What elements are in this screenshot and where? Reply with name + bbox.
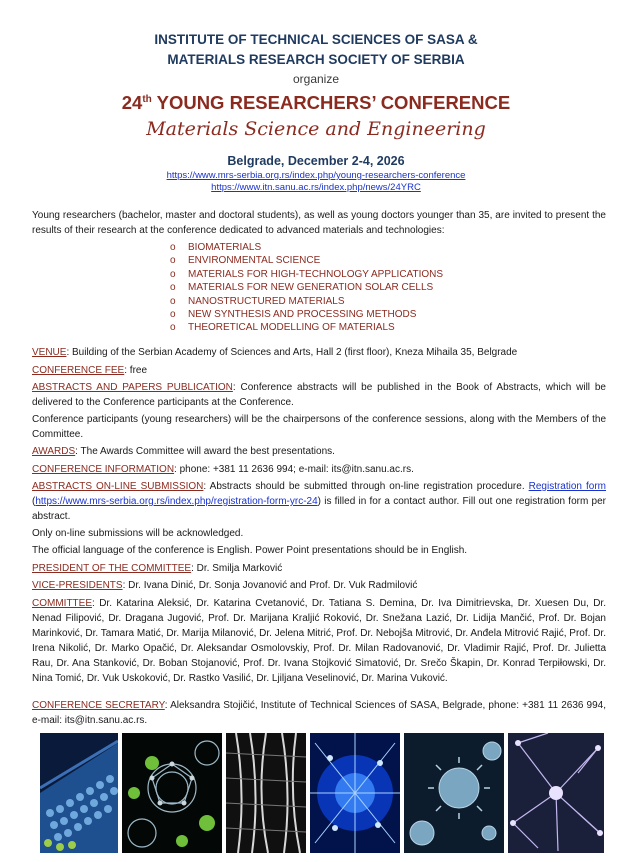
topic-label: BIOMATERIALS xyxy=(188,242,262,253)
neural-network-image xyxy=(508,733,604,853)
president-text: : Dr. Smilja Marković xyxy=(191,563,283,574)
list-item xyxy=(170,241,443,254)
online-only-paragraph: Only on-line submissions will be acknowledged. xyxy=(32,528,244,539)
vice-presidents-label: VICE-PRESIDENTS xyxy=(32,580,123,591)
topics-list xyxy=(170,241,443,335)
president-paragraph xyxy=(32,561,606,576)
list-item xyxy=(170,268,443,281)
submission-text: : Abstracts should be submitted through on-line registration procedure. xyxy=(203,481,529,492)
fee-paragraph xyxy=(32,363,606,378)
secretary-paragraph xyxy=(32,698,606,728)
topic-label: THEORETICAL MODELLING OF MATERIALS xyxy=(188,322,395,334)
info-label: CONFERENCE INFORMATION xyxy=(32,464,175,475)
nanomaterial-surface-image xyxy=(40,733,118,853)
topic-bullet: o xyxy=(170,295,176,307)
list-item xyxy=(170,321,443,334)
abstracts-paragraph xyxy=(32,380,606,410)
fullerene-molecules-image xyxy=(122,733,222,853)
intro-paragraph: Young researchers (bachelor, master and doctoral students), as well as young doctors younger than 35, are invited to present the results of their research at the conference dedicated to advanced materials and technologies: xyxy=(32,210,606,236)
topic-label: MATERIALS FOR HIGH-TECHNOLOGY APPLICATIONS xyxy=(188,268,444,280)
blue-energy-image xyxy=(310,733,400,853)
language-paragraph: The official language of the conference is English. Power Point presentations should be in English. xyxy=(32,545,468,556)
vice-presidents-text: : Dr. Ivana Dinić, Dr. Sonja Jovanović and Prof. Dr. Vuk Radmilović xyxy=(122,580,418,591)
committee-text: : Dr. Katarina Aleksić, Dr. Katarina Cvetanović, Dr. Tatiana S. Demina, Dr. Iva Dimitrievska, Dr. Xuesen Du, Dr. Nenad Filipović, Dr. Dragana Jugović, Prof. Dr. Marijana Kraljić Roković, Dr. Snežana Lazić, Dr. Lidija Mančić, Prof. Dr. Bojan Marinković, Dr. Tamara Matić, Dr. Marija Milanović, Dr. Jelena Mitrić, Prof. Dr. Nebojša Mitrović, Dr. Anđela Mitrović Rajić, Prof. Dr. Irena Nikolić, Dr. Marko Opačić, Dr. Aleksandar Osmolovskiy, Prof. Dr. Milan Radovanović, Dr. Vladimir Rajić, Prof. Dr. Julietta Rau, Dr. Ana Stanković, Dr. Boban Stojanović, Prof. Dr. Ivana Stojković Simatović, Dr. Srečo Škapin, Dr. Konrad Terpiłowski, Dr. Nina Tomić, Dr. Vuk Uskoković, Dr. Rastko Vasilić, Dr. Ljiljana Veselinović, Dr. Marina Vuković. xyxy=(32,598,606,684)
conference-number: 24 xyxy=(121,92,143,113)
topic-bullet: o xyxy=(170,268,176,280)
conference-date: Belgrade, December 2-4, 2026 xyxy=(227,154,405,168)
secretary-label: CONFERENCE SECRETARY xyxy=(32,700,165,711)
list-item xyxy=(170,295,443,308)
organizer-line-2: MATERIALS RESEARCH SOCIETY OF SERBIA xyxy=(167,52,465,67)
committee-paragraph xyxy=(32,596,606,686)
conference-subtitle: Materials Science and Engineering xyxy=(146,118,486,140)
info-paragraph xyxy=(32,462,606,477)
info-text: : phone: +381 11 2636 994; e-mail: its@itn.sanu.ac.rs. xyxy=(174,464,414,475)
topic-label: NEW SYNTHESIS AND PROCESSING METHODS xyxy=(188,309,417,321)
list-item xyxy=(170,308,443,321)
conference-url-mrs[interactable]: https://www.mrs-serbia.org.rs/index.php/young-researchers-conference xyxy=(166,170,466,181)
secretary-text: : Aleksandra Stojičić, Institute of Technical Sciences of SASA, Belgrade, phone: +381 11 2636 994, e-mail: its@itn.sanu.ac.rs. xyxy=(32,700,606,726)
venue-label: VENUE xyxy=(32,347,67,358)
topic-label: NANOSTRUCTURED MATERIALS xyxy=(188,295,345,307)
list-item xyxy=(170,281,443,294)
topic-bullet: o xyxy=(170,282,176,294)
chairpersons-paragraph: Conference participants (young researchers) will be the chairpersons of the conference sessions, along with the Members of the Committee. xyxy=(32,414,606,440)
topic-bullet: o xyxy=(170,255,176,267)
submission-text: ( xyxy=(32,496,36,507)
topic-label: ENVIRONMENTAL SCIENCE xyxy=(188,255,321,267)
conference-number-suffix: th xyxy=(142,93,152,105)
venue-paragraph xyxy=(32,345,606,360)
list-item xyxy=(170,254,443,267)
conference-url-itn[interactable]: https://www.itn.sanu.ac.rs/index.php/news/24YRC xyxy=(211,182,421,193)
carbon-nanotubes-image xyxy=(226,733,306,853)
abstracts-label: ABSTRACTS AND PAPERS PUBLICATION xyxy=(32,382,233,393)
image-strip xyxy=(40,733,604,853)
submission-text: ) is filled in for a contact author. Fill out one registration form per abstract. xyxy=(32,496,606,522)
organizer-line-1: INSTITUTE OF TECHNICAL SCIENCES OF SASA & xyxy=(154,32,478,47)
committee-label: COMMITTEE xyxy=(32,598,92,609)
registration-form-link[interactable]: Registration form xyxy=(528,481,607,492)
submission-label: ABSTRACTS ON-LINE SUBMISSION xyxy=(32,481,204,492)
topic-label: MATERIALS FOR NEW GENERATION SOLAR CELLS xyxy=(188,282,434,294)
topic-bullet: o xyxy=(170,309,176,321)
submission-paragraph xyxy=(32,479,606,524)
registration-url-link[interactable]: https://www.mrs-serbia.org.rs/index.php/registration-form-yrc-24 xyxy=(35,496,318,507)
awards-text: : The Awards Committee will award the best presentations. xyxy=(75,446,335,457)
conference-title xyxy=(0,92,632,114)
president-label: PRESIDENT OF THE COMMITTEE xyxy=(32,563,192,574)
venue-text: : Building of the Serbian Academy of Sciences and Arts, Hall 2 (first floor), Kneza Mihaila 35, Belgrade xyxy=(66,347,518,358)
topic-bullet: o xyxy=(170,242,176,253)
fee-label: CONFERENCE FEE xyxy=(32,365,125,376)
topic-bullet: o xyxy=(170,322,176,334)
organize-label: organize xyxy=(292,72,340,86)
conference-title-text: YOUNG RESEARCHERS’ CONFERENCE xyxy=(151,92,511,113)
abstracts-text: : Conference abstracts will be published in the Book of Abstracts, which will be delivered to the Conference participants at the Conference. xyxy=(32,382,606,408)
awards-paragraph xyxy=(32,444,606,459)
virus-particles-image xyxy=(404,733,504,853)
vice-presidents-paragraph xyxy=(32,578,606,593)
fee-text: : free xyxy=(124,365,148,376)
awards-label: AWARDS xyxy=(32,446,76,457)
